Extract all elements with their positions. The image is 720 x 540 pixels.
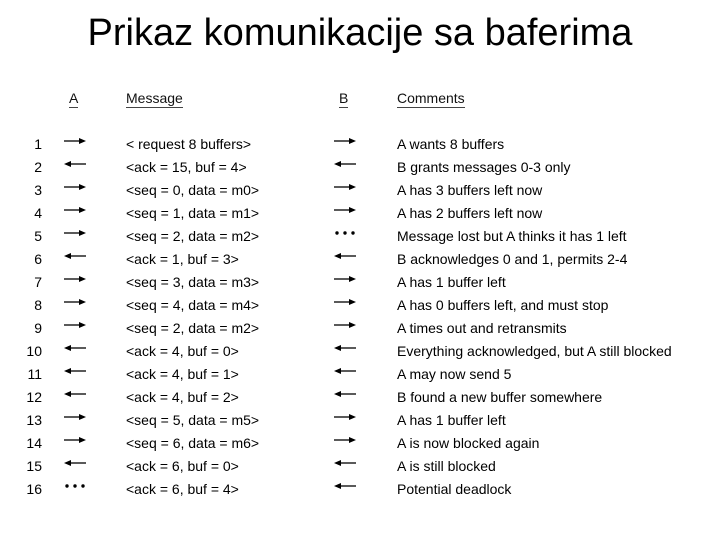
message-text: <ack = 4, buf = 1> bbox=[126, 366, 239, 382]
arrow-right-icon bbox=[333, 182, 357, 192]
message-text: <seq = 5, data = m5> bbox=[126, 412, 260, 428]
lost-message-dots-icon bbox=[333, 228, 357, 238]
row-number: 7 bbox=[34, 274, 42, 290]
header-comments: Comments bbox=[397, 90, 465, 106]
comment-text: A is now blocked again bbox=[397, 435, 540, 451]
arrow-right-icon bbox=[63, 435, 87, 445]
table-row bbox=[0, 435, 720, 458]
arrow-right-icon bbox=[63, 297, 87, 307]
comment-text: B found a new buffer somewhere bbox=[397, 389, 603, 405]
slide-title: Prikaz komunikacije sa baferima bbox=[87, 12, 633, 54]
table-row bbox=[0, 412, 720, 435]
comment-text: A times out and retransmits bbox=[397, 320, 567, 336]
row-number: 13 bbox=[26, 412, 42, 428]
message-text: <seq = 4, data = m4> bbox=[126, 297, 260, 313]
row-number: 6 bbox=[34, 251, 42, 267]
comment-text: A has 3 buffers left now bbox=[397, 182, 543, 198]
message-text: <seq = 1, data = m1> bbox=[126, 205, 260, 221]
table-row bbox=[0, 389, 720, 412]
message-text: <ack = 4, buf = 2> bbox=[126, 389, 239, 405]
arrow-right-icon bbox=[63, 274, 87, 284]
comment-text: B grants messages 0-3 only bbox=[397, 159, 571, 175]
message-text: <ack = 6, buf = 0> bbox=[126, 458, 239, 474]
arrow-right-icon bbox=[63, 136, 87, 146]
arrow-right-icon bbox=[63, 228, 87, 238]
message-text: <seq = 0, data = m0> bbox=[126, 182, 260, 198]
message-text: <seq = 2, data = m2> bbox=[126, 228, 260, 244]
comment-text: A wants 8 buffers bbox=[397, 136, 505, 152]
arrow-right-icon bbox=[333, 274, 357, 284]
comment-text: A has 0 buffers left, and must stop bbox=[397, 297, 609, 313]
header-a: A bbox=[69, 90, 79, 106]
message-text: <seq = 2, data = m2> bbox=[126, 320, 260, 336]
row-number: 1 bbox=[34, 136, 42, 152]
table-row bbox=[0, 205, 720, 228]
comment-text: A has 2 buffers left now bbox=[397, 205, 543, 221]
comment-text: Potential deadlock bbox=[397, 481, 512, 497]
arrow-left-icon bbox=[63, 159, 87, 169]
arrow-right-icon bbox=[333, 205, 357, 215]
arrow-left-icon bbox=[63, 458, 87, 468]
table-row bbox=[0, 366, 720, 389]
table-row bbox=[0, 228, 720, 251]
table-row bbox=[0, 136, 720, 159]
arrow-left-icon bbox=[333, 366, 357, 376]
table-row bbox=[0, 320, 720, 343]
table-row bbox=[0, 343, 720, 366]
header-b: B bbox=[339, 90, 349, 106]
arrow-left-icon bbox=[63, 251, 87, 261]
comment-text: A has 1 buffer left bbox=[397, 412, 506, 428]
arrow-left-icon bbox=[333, 251, 357, 261]
message-text: <seq = 3, data = m3> bbox=[126, 274, 260, 290]
message-text: <ack = 1, buf = 3> bbox=[126, 251, 239, 267]
header-message: Message bbox=[126, 90, 183, 106]
arrow-right-icon bbox=[333, 435, 357, 445]
row-number: 12 bbox=[26, 389, 42, 405]
row-number: 10 bbox=[26, 343, 42, 359]
message-text: <seq = 6, data = m6> bbox=[126, 435, 260, 451]
comment-text: Everything acknowledged, but A still blocked bbox=[397, 343, 672, 359]
row-number: 14 bbox=[26, 435, 42, 451]
arrow-right-icon bbox=[63, 182, 87, 192]
row-number: 2 bbox=[34, 159, 42, 175]
table-row bbox=[0, 458, 720, 481]
row-number: 5 bbox=[34, 228, 42, 244]
arrow-right-icon bbox=[333, 297, 357, 307]
arrow-left-icon bbox=[63, 343, 87, 353]
row-number: 3 bbox=[34, 182, 42, 198]
comment-text: B acknowledges 0 and 1, permits 2-4 bbox=[397, 251, 628, 267]
comment-text: Message lost but A thinks it has 1 left bbox=[397, 228, 627, 244]
comment-text: A may now send 5 bbox=[397, 366, 512, 382]
table-row bbox=[0, 251, 720, 274]
table-row bbox=[0, 182, 720, 205]
message-text: <ack = 15, buf = 4> bbox=[126, 159, 247, 175]
table-row bbox=[0, 159, 720, 182]
arrow-left-icon bbox=[63, 389, 87, 399]
arrow-left-icon bbox=[333, 481, 357, 491]
arrow-right-icon bbox=[333, 136, 357, 146]
arrow-left-icon bbox=[63, 366, 87, 376]
table-row bbox=[0, 297, 720, 320]
row-number: 11 bbox=[27, 366, 42, 382]
arrow-left-icon bbox=[333, 389, 357, 399]
arrow-right-icon bbox=[333, 320, 357, 330]
arrow-right-icon bbox=[333, 412, 357, 422]
arrow-left-icon bbox=[333, 159, 357, 169]
table-row bbox=[0, 481, 720, 504]
comment-text: A is still blocked bbox=[397, 458, 496, 474]
row-number: 4 bbox=[34, 205, 42, 221]
message-text: <ack = 6, buf = 4> bbox=[126, 481, 239, 497]
comment-text: A has 1 buffer left bbox=[397, 274, 506, 290]
message-text: <ack = 4, buf = 0> bbox=[126, 343, 239, 359]
row-number: 16 bbox=[26, 481, 42, 497]
message-table bbox=[0, 136, 720, 504]
row-number: 8 bbox=[34, 297, 42, 313]
arrow-right-icon bbox=[63, 205, 87, 215]
arrow-left-icon bbox=[333, 458, 357, 468]
arrow-right-icon bbox=[63, 412, 87, 422]
arrow-left-icon bbox=[333, 343, 357, 353]
table-row bbox=[0, 274, 720, 297]
arrow-right-icon bbox=[63, 320, 87, 330]
lost-message-dots-icon bbox=[63, 481, 87, 491]
row-number: 15 bbox=[26, 458, 42, 474]
row-number: 9 bbox=[34, 320, 42, 336]
message-text: < request 8 buffers> bbox=[126, 136, 252, 152]
